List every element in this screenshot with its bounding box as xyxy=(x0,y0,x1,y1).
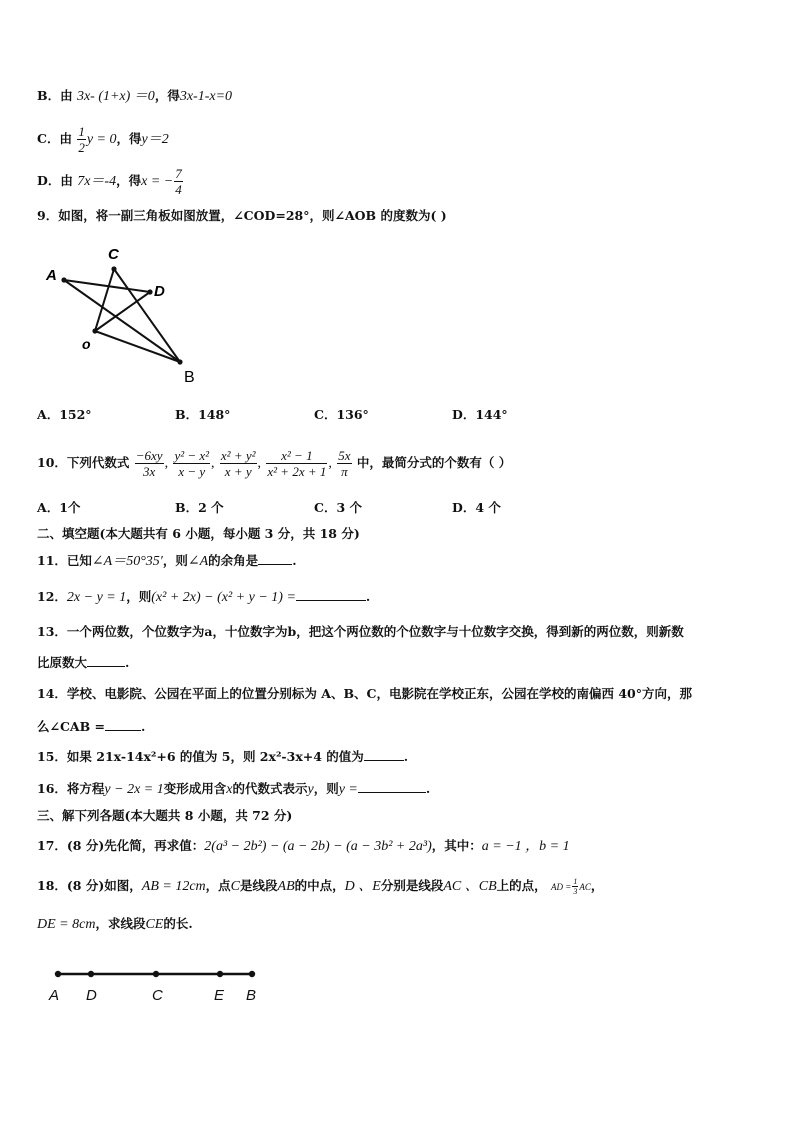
label-d: D xyxy=(154,283,165,300)
math: 2(a³ − 2b²) − (a − 2b) − (a − 3b² + 2a³) xyxy=(204,839,432,854)
math: AD = xyxy=(551,882,572,892)
numerator: y² − x² xyxy=(174,448,210,463)
fraction xyxy=(77,124,86,155)
label-b: B xyxy=(246,987,257,1004)
math: AB xyxy=(277,879,295,894)
text: ，求线段 xyxy=(95,916,146,931)
question-18-cont xyxy=(37,914,193,935)
numerator: −6xy xyxy=(135,448,163,463)
denominator: x + y xyxy=(224,464,252,479)
math: 2x − y = 1 xyxy=(66,590,127,605)
text: 11．已知 xyxy=(37,553,92,568)
text: 17．(8 分)先化简，再求值： xyxy=(37,838,205,853)
label-b: B xyxy=(184,369,195,386)
result: y＝2 xyxy=(141,132,169,147)
point-d xyxy=(88,971,94,977)
text: ，得 xyxy=(116,131,142,146)
figure-q9 xyxy=(40,240,210,390)
math: ∠A xyxy=(187,554,209,569)
text: ，则 xyxy=(313,781,339,796)
label-e: E xyxy=(214,987,225,1004)
point-a xyxy=(55,971,61,977)
section-heading-3: 三、解下列各题(本大题共 8 小题，共 72 分) xyxy=(37,808,293,823)
math: ∠A＝50°35′ xyxy=(91,554,163,569)
label-a: A xyxy=(46,267,57,284)
question-11 xyxy=(37,550,297,572)
math: x xyxy=(226,782,233,797)
text: 12． xyxy=(37,589,67,604)
fraction xyxy=(337,448,351,479)
text: ，其中： xyxy=(431,838,482,853)
math: a = −1 ，b = 1 xyxy=(481,839,570,854)
point-b xyxy=(177,359,182,364)
answer-blank[interactable] xyxy=(105,716,141,731)
answer-blank[interactable] xyxy=(364,746,404,761)
text: ，得 xyxy=(154,88,180,103)
segment-OC xyxy=(95,269,114,331)
question-14: 14．学校、电影院、公园在平面上的位置分别标为 A、B、C，电影院在学校正东，公园在学校的南偏西 40°方向，那 xyxy=(37,686,692,701)
text: 15．如果 21x-14x²+6 的值为 5，则 2x²-3x+4 的值为 xyxy=(37,749,364,764)
denominator: 4 xyxy=(175,182,182,197)
label-a: A xyxy=(49,987,60,1004)
equation: y = 0 xyxy=(86,132,117,147)
label-d: D xyxy=(86,987,97,1004)
numerator: x² − 1 xyxy=(266,448,327,464)
point-b xyxy=(249,971,255,977)
question-15 xyxy=(37,746,408,767)
equation: 3x- (1+x) ＝0 xyxy=(76,89,155,104)
fraction xyxy=(173,448,210,479)
option-b-q8 xyxy=(37,86,232,107)
text: 变形成用含 xyxy=(163,781,227,796)
text: 16．将方程 xyxy=(37,781,105,796)
question-9 xyxy=(37,206,447,226)
math: y − 2x = 1 xyxy=(104,782,164,797)
equation: x = − xyxy=(141,174,174,189)
text: ， xyxy=(590,878,604,893)
answer-blank[interactable] xyxy=(296,586,366,601)
label: D．由 xyxy=(37,173,73,188)
math: (x² + 2x) − (x² + y − 1) = xyxy=(151,590,296,605)
text: . xyxy=(125,655,130,670)
question-13: 13．一个两位数，个位数字为a，十位数字为b，把这个两位数的个位数字与十位数字交换，得到新的两位数，则新数 xyxy=(37,624,684,639)
denominator: 3x xyxy=(143,464,156,479)
text: ，得 xyxy=(116,173,142,188)
section-heading-2: 二、填空题(本大题共有 6 小题，每小题 3 分，共 18 分) xyxy=(37,526,360,541)
choice-b-q10: B．2 个 xyxy=(175,500,224,515)
choice-d-q10: D．4 个 xyxy=(452,500,501,515)
question-text: 10．下列代数式 xyxy=(37,455,130,470)
choice-b-q9: B．148° xyxy=(175,407,231,422)
numerator: x² + y² xyxy=(220,448,256,463)
question-10: 10．下列代数式 $\frac{-6xy}{3x}$ , $\frac{\text{y² − x²}}{x - y}$ , $\frac{\text{x² + y²}}{x + y}$ , $\frac{\text{x² − 1}}{\text{x² + 2x + 1}}$ , $\frac{5x}{\pi}$ 中，最简分式的个数有（ ） xyxy=(37,448,512,479)
text: 的代数式表示 xyxy=(232,781,308,796)
label: C．由 xyxy=(37,131,72,146)
math: DE = 8cm xyxy=(37,917,96,932)
segment-OD xyxy=(95,292,150,331)
text: . xyxy=(141,719,146,734)
point-c xyxy=(153,971,159,977)
choice-a-q10: A．1个 xyxy=(37,500,81,515)
text: . xyxy=(403,749,409,764)
text: ，点 xyxy=(205,878,231,893)
fraction xyxy=(266,448,327,479)
math: AB = 12cm xyxy=(141,879,206,894)
math: y = xyxy=(338,782,358,797)
text: ，则 xyxy=(162,553,188,568)
question-18 xyxy=(37,876,603,897)
question-17 xyxy=(37,836,570,857)
fraction xyxy=(135,448,164,479)
math: AC xyxy=(579,882,591,892)
choice-c-q10: C．3 个 xyxy=(314,500,362,515)
denominator: π xyxy=(341,464,348,479)
label-c: C xyxy=(152,987,163,1004)
question-12 xyxy=(37,586,370,608)
point-e xyxy=(217,971,223,977)
text: 18．(8 分)如图， xyxy=(37,878,142,893)
segment-OB xyxy=(95,331,180,362)
choice-d-q9: D．144° xyxy=(452,407,508,422)
text: 的余角是 xyxy=(208,553,259,568)
option-c-q8 xyxy=(37,124,169,155)
point-c xyxy=(111,266,116,271)
choice-a-q9: A．152° xyxy=(37,407,92,422)
math: y xyxy=(307,782,314,797)
point-a xyxy=(61,277,66,282)
text: 的中点， xyxy=(294,878,345,893)
point-d xyxy=(147,289,152,294)
choice-c-q9: C．136° xyxy=(314,407,369,422)
numerator: 7 xyxy=(175,166,182,181)
equation: 3x-1-x=0 xyxy=(179,89,233,104)
label-c: C xyxy=(108,246,119,263)
text: ，则 xyxy=(126,589,152,604)
text: 么∠CAB = xyxy=(37,719,106,734)
answer-blank[interactable] xyxy=(87,652,125,667)
text: . xyxy=(292,553,297,568)
text: 上的点， xyxy=(496,878,547,893)
numerator: 1 xyxy=(78,124,85,139)
question-13-cont xyxy=(37,652,129,673)
label: B．由 xyxy=(37,88,73,103)
denominator: x − y xyxy=(178,464,206,479)
numerator: 1 xyxy=(573,877,578,886)
text: 的长. xyxy=(163,916,193,931)
text: . xyxy=(425,781,431,796)
text: 是线段 xyxy=(240,878,278,893)
math: AC 、CB xyxy=(443,879,497,894)
option-d-q8 xyxy=(37,166,184,197)
denominator: 3 xyxy=(573,887,578,896)
numerator: 5x xyxy=(338,448,351,463)
math: C xyxy=(230,879,241,894)
question-14-cont xyxy=(37,716,145,737)
figure-q18 xyxy=(46,960,276,1010)
fraction xyxy=(174,166,183,197)
math: D 、E xyxy=(344,879,381,894)
text: . xyxy=(365,589,371,604)
math: CE xyxy=(145,917,164,932)
denominator: 2 xyxy=(78,140,85,155)
text: 分别是线段 xyxy=(380,878,444,893)
question-16 xyxy=(37,778,430,800)
point-o xyxy=(92,328,97,333)
denominator: x² + 2x + 1 xyxy=(267,464,327,479)
fraction xyxy=(572,877,578,896)
question-text: 中，最简分式的个数有（ ） xyxy=(356,455,512,470)
equation: 7x＝-4 xyxy=(77,174,117,189)
question-text: 9．如图，将一副三角板如图放置，∠COD=28°，则∠AOB 的度数为( ) xyxy=(37,208,447,223)
text: 比原数大 xyxy=(37,655,88,670)
segment-CB xyxy=(114,269,180,362)
answer-blank[interactable] xyxy=(358,778,426,793)
fraction xyxy=(220,448,257,479)
label-o: o xyxy=(82,336,91,352)
answer-blank[interactable] xyxy=(258,550,292,565)
